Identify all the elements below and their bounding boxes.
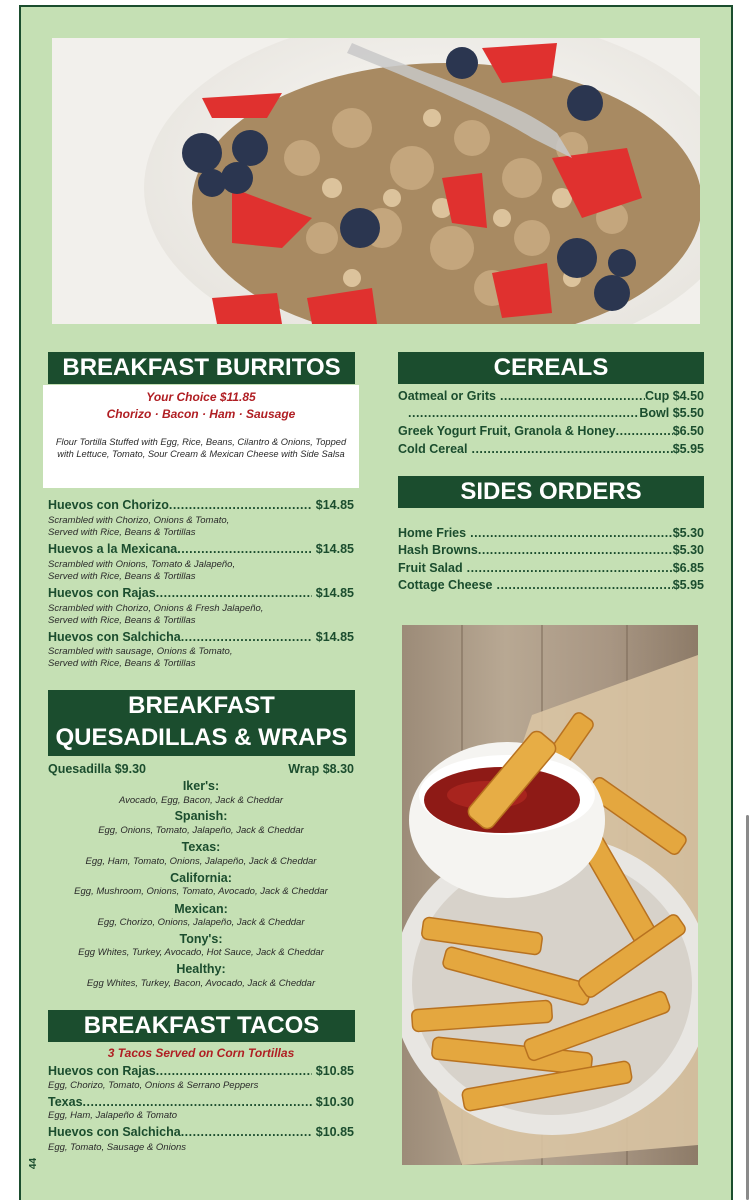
menu-item-price: $5.30 (672, 543, 704, 557)
quesadilla-name: California: (170, 871, 232, 885)
leader-dots (496, 578, 672, 592)
leader-dots (177, 542, 312, 556)
menu-item-row (398, 406, 704, 420)
menu-item-row (398, 526, 704, 540)
quesadilla-name: Spanish: (174, 809, 228, 823)
menu-item-row (398, 578, 704, 592)
quesadillas-title-line: BREAKFAST (128, 692, 275, 719)
menu-item-description: Scrambled with sausage, Onions & Tomato, (48, 646, 233, 657)
menu-item-row (48, 1064, 354, 1078)
menu-item-description: Served with Rice, Beans & Tortillas (48, 615, 196, 626)
cereals-header: CEREALS (398, 352, 704, 384)
menu-item-description: Served with Rice, Beans & Tortillas (48, 571, 196, 582)
quesadilla-description: Egg, Onions, Tomato, Jalapeño, Jack & Cheddar (98, 825, 304, 836)
menu-item-price: $6.85 (672, 561, 704, 575)
menu-item-name: Huevos con Salchicha (48, 1125, 181, 1139)
leader-dots (471, 442, 672, 456)
leader-dots (478, 543, 673, 557)
menu-item-price: $14.85 (315, 586, 354, 600)
leader-dots (181, 1125, 312, 1139)
menu-item-name: Huevos con Chorizo (48, 498, 169, 512)
scrollbar[interactable] (746, 815, 749, 1200)
menu-item-row (48, 498, 354, 512)
menu-item-row (48, 542, 354, 556)
menu-item-description: Served with Rice, Beans & Tortillas (48, 658, 196, 669)
tacos-subtitle: 3 Tacos Served on Corn Tortillas (107, 1046, 295, 1060)
burritos-description: Flour Tortilla Stuffed with Egg, Rice, Beans, Cilantro & Onions, Topped (55, 437, 347, 447)
menu-item-description: Scrambled with Onions, Tomato & Jalapeño, (48, 559, 236, 570)
quesadilla-description: Egg, Chorizo, Onions, Jalapeño, Jack & Cheddar (97, 917, 305, 928)
leader-dots (181, 630, 312, 644)
menu-item-name: Huevos con Salchicha (48, 630, 181, 644)
menu-item-price: $14.85 (315, 630, 354, 644)
leader-dots (156, 1064, 312, 1078)
menu-item-name: Texas (48, 1095, 83, 1109)
leader-dots (470, 526, 673, 540)
page-number: 44 (28, 1157, 40, 1170)
menu-item-price: $10.85 (315, 1064, 354, 1078)
menu-item-row (398, 561, 704, 575)
menu-item-price: $5.30 (672, 526, 704, 540)
quesadilla-name: Mexican: (174, 902, 228, 916)
menu-item-price: $10.30 (315, 1095, 354, 1109)
quesadilla-description: Egg, Mushroom, Onions, Tomato, Avocado, Jack & Cheddar (74, 886, 328, 897)
leader-dots (500, 389, 645, 403)
menu-item-row (48, 1095, 354, 1109)
menu-item-price: $5.95 (672, 578, 704, 592)
menu-item-price: $5.95 (672, 442, 704, 456)
menu-item-name: Fruit Salad (398, 561, 463, 575)
menu-item-name: Greek Yogurt Fruit, Granola & Honey (398, 424, 616, 438)
menu-item-description: Served with Rice, Beans & Tortillas (48, 527, 196, 538)
menu-item-price: $10.85 (315, 1125, 354, 1139)
menu-item-name: Hash Browns (398, 543, 478, 557)
menu-item-row (398, 543, 704, 557)
leader-dots (169, 498, 312, 512)
burritos-meats: Chorizo · Bacon · Ham · Sausage (106, 407, 296, 421)
menu-item-name: Huevos con Rajas (48, 586, 156, 600)
quesadilla-name: Iker's: (182, 779, 220, 793)
menu-item-description: Egg, Chorizo, Tomato, Onions & Serrano Peppers (48, 1080, 259, 1091)
fries-photo (402, 625, 698, 1165)
quesadilla-name: Healthy: (176, 962, 226, 976)
quesadilla-description: Egg Whites, Turkey, Bacon, Avocado, Jack & Cheddar (86, 978, 316, 989)
menu-item-name: Home Fries (398, 526, 467, 540)
quesadilla-name: Tony's: (179, 932, 223, 946)
quesadilla-description: Egg, Ham, Tomato, Onions, Jalapeño, Jack & Cheddar (85, 856, 317, 867)
menu-item-row (48, 1125, 354, 1139)
menu-item-name: Cottage Cheese (398, 578, 493, 592)
leader-dots (616, 424, 673, 438)
quesadilla-description: Egg Whites, Turkey, Avocado, Hot Sauce, Jack & Cheddar (78, 947, 324, 958)
granola-bowl-photo (52, 38, 700, 324)
quesadilla-name: Texas: (181, 840, 221, 854)
menu-item-row (398, 389, 704, 403)
menu-item-row (398, 424, 704, 438)
menu-item-description: Egg, Ham, Jalapeño & Tomato (48, 1110, 178, 1121)
menu-item-price: $6.50 (672, 424, 704, 438)
menu-item-name: Cold Cereal (398, 442, 468, 456)
menu-item-price: Bowl $5.50 (639, 406, 704, 420)
menu-item-description: Scrambled with Chorizo, Onions & Fresh Jalapeño, (48, 603, 264, 614)
leader-dots (83, 1095, 312, 1109)
leader-dots (156, 586, 312, 600)
quesadillas-header (48, 690, 355, 756)
tacos-header: BREAKFAST TACOS (48, 1010, 355, 1042)
menu-item-price: $14.85 (315, 498, 354, 512)
quesadillas-title-line: QUESADILLAS & WRAPS (55, 724, 348, 751)
wrap-price: Wrap $8.30 (288, 762, 354, 776)
menu-item-row (48, 586, 354, 600)
menu-item-name: Oatmeal or Grits (398, 389, 496, 403)
menu-item-name: Huevos a la Mexicana (48, 542, 178, 556)
menu-item-row (398, 442, 704, 456)
leader-dots (408, 406, 639, 420)
quesadilla-description: Avocado, Egg, Bacon, Jack & Cheddar (118, 795, 284, 806)
sides-header: SIDES ORDERS (398, 476, 704, 508)
menu-item-price: Cup $4.50 (644, 389, 704, 403)
menu-item-description: Egg, Tomato, Sausage & Onions (48, 1142, 187, 1153)
burritos-header: BREAKFAST BURRITOS (48, 352, 355, 384)
menu-item-name: Huevos con Rajas (48, 1064, 156, 1078)
menu-item-description: Scrambled with Chorizo, Onions & Tomato, (48, 515, 230, 526)
menu-item-row (48, 630, 354, 644)
burritos-description: with Lettuce, Tomato, Sour Cream & Mexican Cheese with Side Salsa (57, 449, 345, 459)
burritos-choice: Your Choice $11.85 (146, 390, 256, 404)
menu-item-price: $14.85 (315, 542, 354, 556)
leader-dots (467, 561, 673, 575)
quesadilla-price: Quesadilla $9.30 (48, 762, 146, 776)
